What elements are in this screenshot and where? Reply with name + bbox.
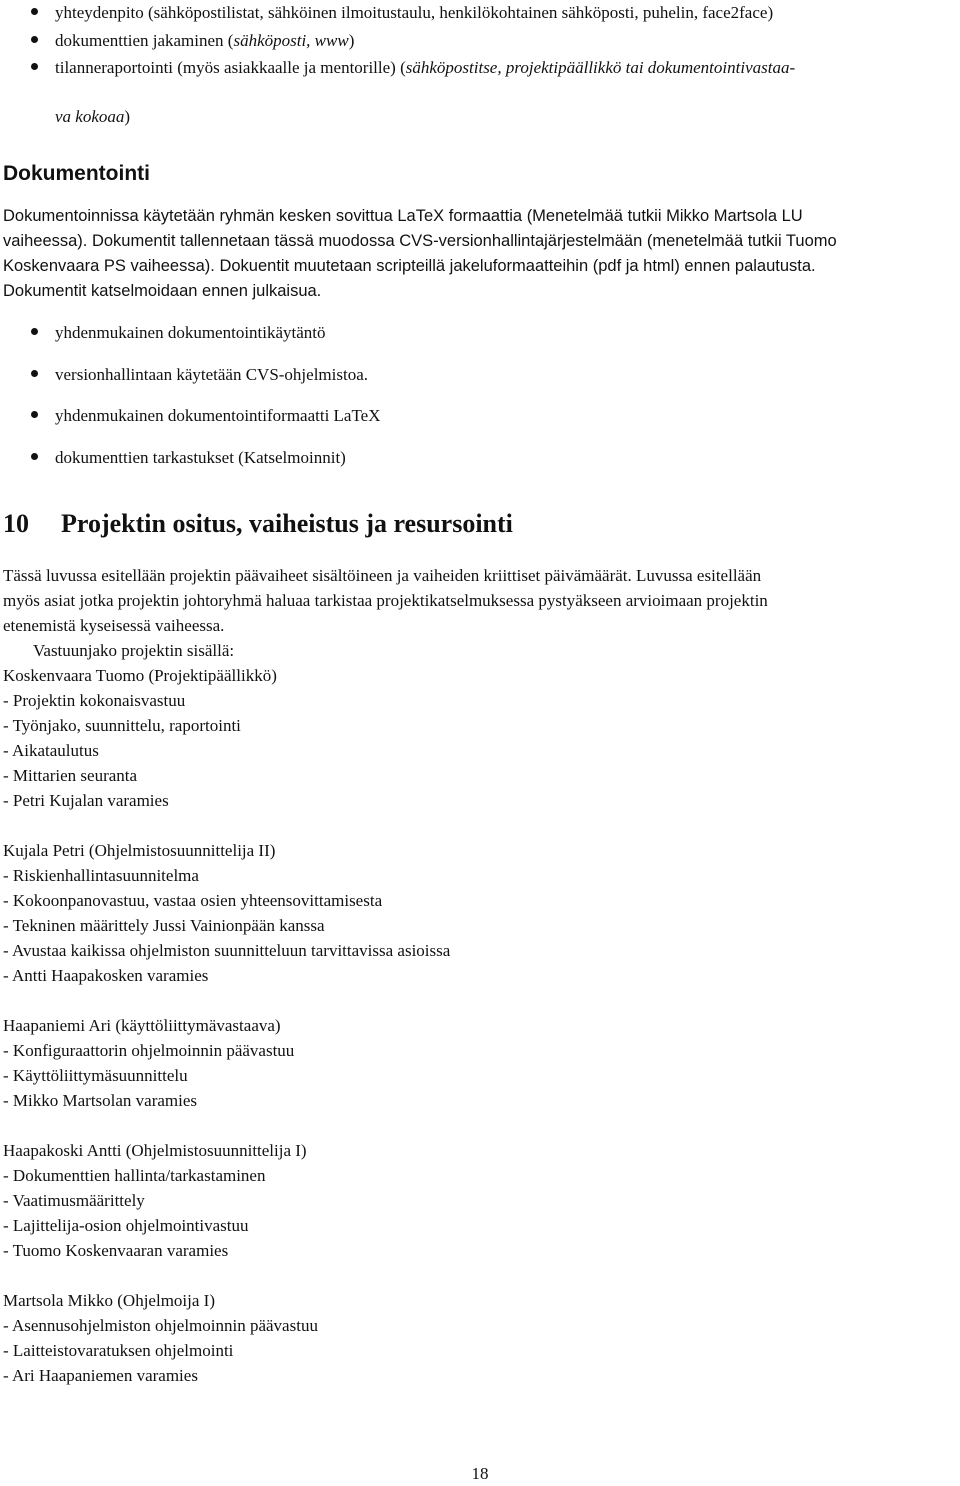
intro-line: Vastuunjako projektin sisällä: <box>33 641 235 660</box>
doc-bullet-list <box>3 312 958 478</box>
subsection-heading: Dokumentointi <box>3 162 150 185</box>
role-block-martsola: Martsola Mikko (Ohjelmoija I) - Asennusohjelmiston ohjelmoinnin päävastuu - Laitteistovaratuksen ohjelmointi - Ari Haapaniemen varamies <box>3 1291 318 1385</box>
list-item: dokumenttien tarkastukset (Katselmoinnit) <box>3 437 958 479</box>
section-heading <box>3 509 958 539</box>
list-item: yhdenmukainen dokumentointiformaatti LaTeX <box>3 395 958 437</box>
section-title: Projektin ositus, vaiheistus ja resursointi <box>61 509 513 538</box>
list-item-continuation: va kokoaa) <box>55 107 131 126</box>
top-bullet-list <box>3 0 958 82</box>
list-item: dokumenttien jakaminen (sähköposti, www) <box>3 27 958 55</box>
role-block-haapaniemi: Haapaniemi Ari (käyttöliittymävastaava) - Konfiguraattorin ohjelmoinnin päävastuu - Käyttöliittymäsuunnittelu - Mikko Martsolan varamies <box>3 1016 295 1110</box>
list-item: yhdenmukainen dokumentointikäytäntö <box>3 312 958 354</box>
section-paragraph: Tässä luvussa esitellään projektin päävaiheet sisältöineen ja vaiheiden kriittiset päivämäärät. Luvussa esitellään myös asiat jotka projektin johtoryhmä haluaa tarkistaa projektikatselmuksessa pystyäkseen arvioimaan projektin etenemistä kyseisessä vaiheessa. Vastuunjako projektin sisällä: <box>3 563 958 663</box>
page-number: 18 <box>471 1464 489 1483</box>
list-item: yhteydenpito (sähköpostilistat, sähköinen ilmoitustaulu, henkilökohtainen sähköposti, puhelin, face2face) <box>3 0 958 27</box>
list-item: versionhallintaan käytetään CVS-ohjelmistoa. <box>3 354 958 396</box>
role-block-kujala: Kujala Petri (Ohjelmistosuunnittelija II) - Riskienhallintasuunnitelma - Kokoonpanovastuu, vastaa osien yhteensovittamisesta - Tekninen määrittely Jussi Vainionpään kanssa - Avustaa kaikissa ohjelmiston suunnitteluun tarvittavissa asioissa - Antti Haapakosken varamies <box>3 841 451 985</box>
section-number: 10 <box>3 509 29 538</box>
doc-paragraph: Dokumentoinnissa käytetään ryhmän kesken sovittua LaTeX formaattia (Menetelmää tutkii Mikko Martsola LU vaiheessa). Dokumentit tallennetaan tässä muodossa CVS-versionhallintajärjestelmään (menetelmää tutkii Tuomo Koskenvaara PS vaiheessa). Dokuentit muutetaan scripteillä jakeluformaatteihin (pdf ja html) ennen palautusta. Dokumentit katselmoidaan ennen julkaisua. <box>3 207 837 300</box>
role-block-haapakoski: Haapakoski Antti (Ohjelmistosuunnittelija I) - Dokumenttien hallinta/tarkastaminen - Vaatimusmäärittely - Lajittelija-osion ohjelmointivastuu - Tuomo Koskenvaaran varamies <box>3 1141 307 1260</box>
role-block-koskenvaara: Koskenvaara Tuomo (Projektipäällikkö) - Projektin kokonaisvastuu - Työnjako, suunnittelu, raportointi - Aikataulutus - Mittarien seuranta - Petri Kujalan varamies <box>3 666 277 810</box>
list-item: tilanneraportointi (myös asiakkaalle ja mentorille) (sähköpostitse, projektipäällikkö tai dokumentointivastaa- <box>3 54 958 82</box>
